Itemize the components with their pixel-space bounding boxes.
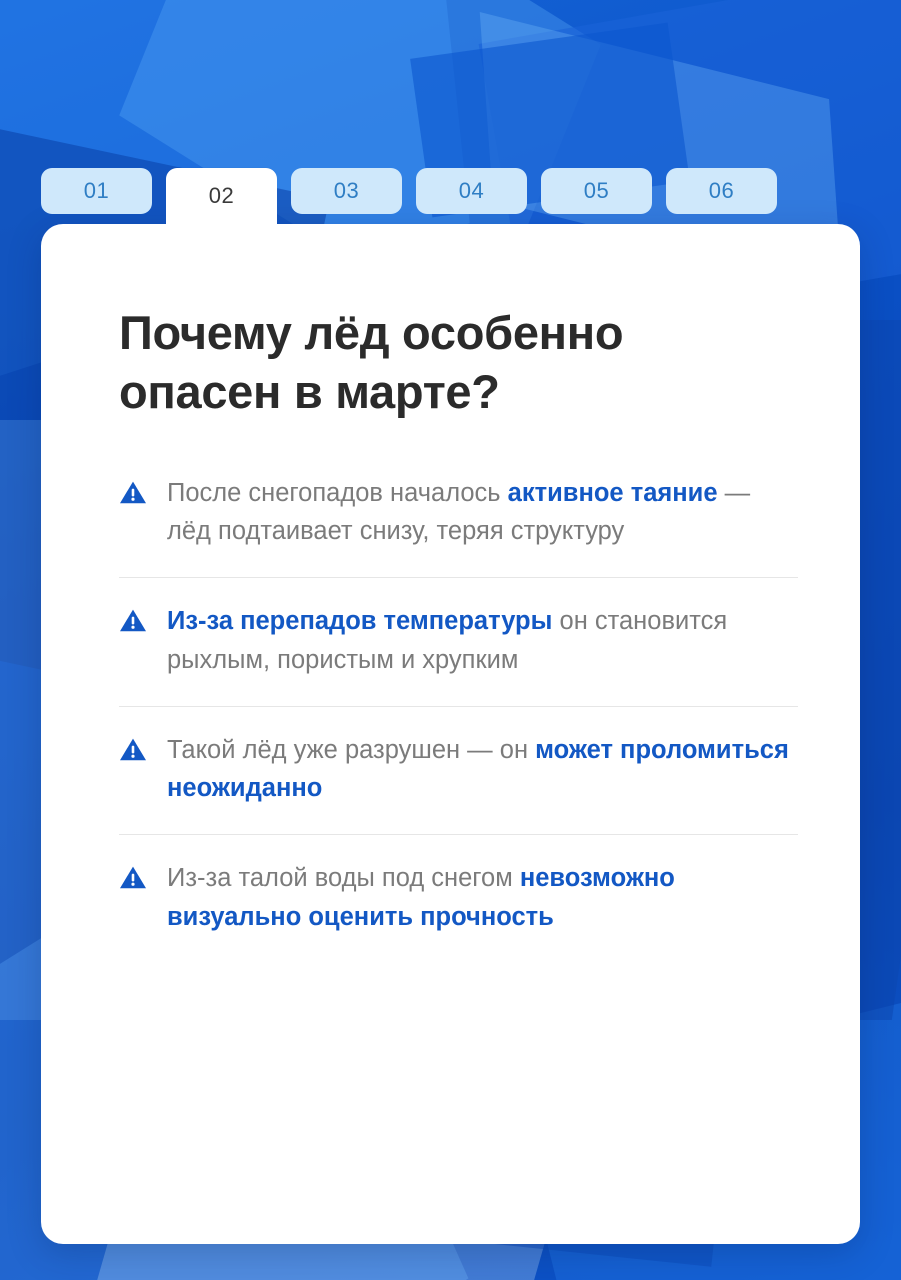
list-item-text: Такой лёд уже разрушен — он может проломиться неожиданно: [167, 735, 789, 803]
tab-01[interactable]: 01: [41, 168, 152, 214]
warning-triangle-icon: [119, 608, 149, 633]
tab-05[interactable]: 05: [541, 168, 652, 214]
list-item-text: Из-за перепадов температуры он становится рыхлым, пористым и хрупким: [167, 607, 728, 674]
list-item: [119, 835, 798, 963]
warning-triangle-icon: [119, 737, 149, 762]
tab-04[interactable]: 04: [416, 168, 527, 214]
fact-list: [119, 470, 798, 963]
list-item: [119, 578, 798, 707]
list-item-text: После снегопадов началось активное таяние — лёд подтаивает снизу, теряя структуру: [167, 478, 751, 546]
tab-02[interactable]: 02: [166, 168, 277, 224]
warning-triangle-icon: [119, 865, 149, 890]
tab-03[interactable]: 03: [291, 168, 402, 214]
list-item-text: Из-за талой воды под снегом невозможно визуально оценить прочность: [167, 864, 675, 931]
content-card: [41, 224, 860, 1244]
list-item: [119, 470, 798, 579]
tab-bar[interactable]: [41, 168, 777, 224]
list-item: [119, 707, 798, 836]
tab-06[interactable]: 06: [666, 168, 777, 214]
page-title: Почему лёд особенно опасен в марте?: [119, 306, 624, 418]
warning-triangle-icon: [119, 480, 149, 505]
